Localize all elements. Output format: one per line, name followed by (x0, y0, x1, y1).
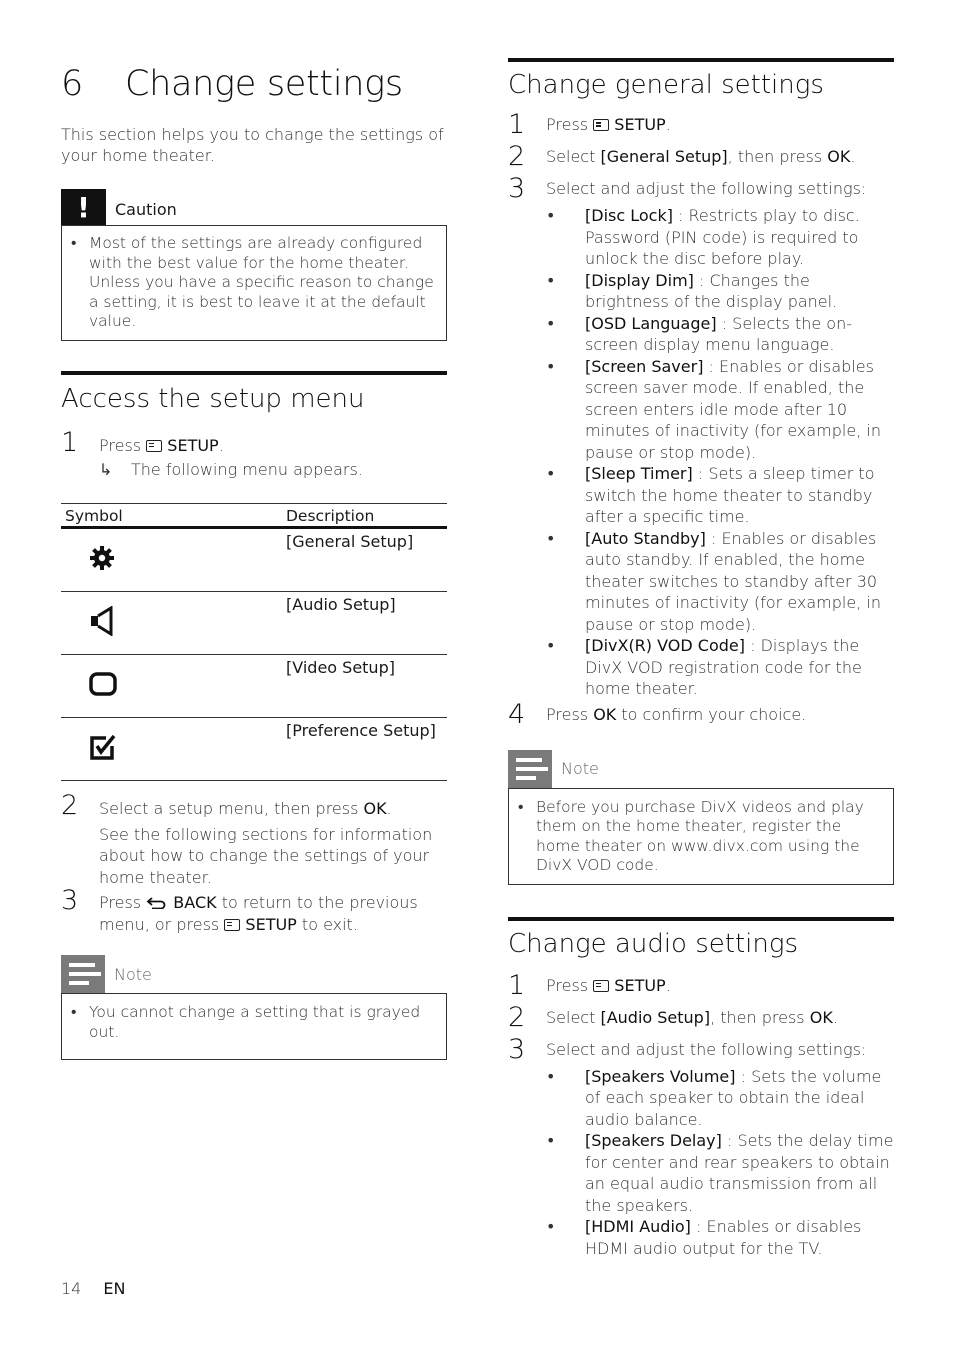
ok-keyword: OK (827, 147, 851, 166)
intro-text: This section helps you to change the settings of your home theater. (61, 125, 444, 165)
setting-description: : Displays the DivX VOD registration code for the home theater. (585, 636, 862, 698)
setting-description: : Enables or disables HDMI audio output for the TV. (585, 1217, 862, 1258)
back-keyword: BACK (173, 893, 217, 912)
audio-settings-list (508, 1066, 894, 1260)
exclamation-icon: ! (61, 189, 106, 225)
setting-name: [Speakers Volume] (585, 1066, 736, 1086)
step-text: Select [General Setup], then press OK. (546, 147, 856, 166)
step-number: 3 (508, 173, 526, 204)
step-number: 3 (61, 885, 79, 916)
table-header-row (61, 504, 447, 528)
note-label: Note (114, 964, 152, 984)
list-item: • [Display Dim] : Changes the brightness of the display panel. (546, 270, 838, 311)
setting-name: [Disc Lock] (585, 206, 673, 225)
setting-description: : Selects the on-screen display menu language. (585, 313, 852, 354)
setup-key-icon (593, 980, 609, 992)
caution-item-text: Most of the settings are already configured with the best value for the home theater. Unless you have a specific reason to change a setting, it is best to leave it at the default value. (89, 234, 434, 330)
caution-item: • Most of the settings are already configured with the best value for the home theater. Unless you have a specific reason to change a setting, it is best to leave it at the default value. (71, 234, 438, 332)
speaker-icon (89, 606, 115, 636)
general-settings-list (508, 205, 894, 700)
setup-keyword: SETUP (167, 435, 219, 455)
step-text: Press SETUP. (99, 435, 224, 455)
option-keyword: [General Setup] (600, 147, 728, 166)
general-step-1 (508, 109, 894, 140)
setting-description: : Enables or disables auto standby. If enabled, the home theater switches to standby after 30 minutes of inactivity (for example, in pause or stop mode). (585, 528, 881, 634)
step-text: Select [Audio Setup], then press OK. (546, 1007, 838, 1027)
step-number: 2 (61, 790, 79, 821)
note-body (61, 993, 447, 1060)
step-extra-text: See the following sections for information about how to change the settings of your home theater. (99, 824, 433, 887)
setting-name: [Sleep Timer] (585, 464, 693, 483)
column-header-description: Description (282, 504, 447, 528)
gear-icon (89, 545, 115, 571)
table-cell-description: [Video Setup] (282, 655, 447, 718)
audio-step-1 (508, 969, 894, 1001)
setup-keyword: SETUP (614, 975, 666, 995)
table-cell-description: [General Setup] (282, 528, 447, 592)
language-code: EN (103, 1279, 126, 1298)
list-item: • [HDMI Audio] : Enables or disables HDMI audio output for the TV. (546, 1217, 862, 1258)
list-item: • [OSD Language] : Selects the on-screen display menu language. (546, 313, 852, 354)
general-step-2 (508, 141, 894, 172)
list-item: • [Auto Standby] : Enables or disables auto standby. If enabled, the home theater switches to standby after 30 minutes of inactivity (for example, in pause or stop mode). (546, 528, 881, 634)
setup-menu-table (61, 503, 447, 781)
chapter-title-text: Change settings (125, 64, 403, 104)
note-header (508, 750, 894, 788)
section-rule (508, 58, 894, 62)
step-result (99, 460, 447, 479)
step-number: 4 (508, 698, 526, 730)
list-item: • [Sleep Timer] : Sets a sleep timer to switch the home theater to standby after a specific time. (546, 464, 875, 526)
setup-key-icon (224, 919, 240, 931)
page-footer (61, 1279, 125, 1298)
list-item: • [Screen Saver] : Enables or disables screen saver mode. If enabled, the screen enters idle mode after 10 minutes of inactivity (for example, in pause or stop mode). (546, 356, 881, 462)
setup-keyword: SETUP (614, 115, 666, 134)
chapter-title (61, 64, 447, 104)
step-text: Press OK to confirm your choice. (546, 704, 807, 724)
column-header-symbol: Symbol (61, 504, 282, 528)
note-box (61, 955, 447, 1060)
step-text: Press SETUP. (546, 115, 671, 134)
step-number: 1 (508, 109, 526, 140)
section-rule (508, 917, 894, 921)
note-item: • Before you purchase DivX videos and play them on the home theater, register the home theater on www.divx.com using the DivX VOD code. (518, 798, 885, 876)
list-item: • [DivX(R) VOD Code] : Displays the DivX VOD registration code for the home theater. (546, 636, 862, 698)
setting-name: [Screen Saver] (585, 356, 704, 376)
step-number: 1 (61, 426, 79, 458)
setting-name: [HDMI Audio] (585, 1217, 691, 1236)
note-item-text: You cannot change a setting that is grayed out. (89, 1003, 421, 1041)
section-rule (61, 371, 447, 375)
right-column (508, 58, 894, 1259)
audio-settings-title: Change audio settings (508, 928, 798, 959)
table-row (61, 528, 447, 592)
step-number: 2 (508, 1001, 526, 1033)
setup-keyword: SETUP (245, 914, 297, 934)
setup-key-icon (593, 119, 609, 131)
setting-description: : Restricts play to disc. Password (PIN code) is required to unlock the disc before play. (585, 206, 860, 268)
table-cell-description: [Audio Setup] (282, 592, 447, 655)
general-step-4 (508, 698, 894, 730)
table-row (61, 592, 447, 655)
ok-keyword: OK (363, 799, 387, 818)
note-icon (61, 955, 105, 993)
setting-description: : Sets the volume of each speaker to obtain the ideal audio balance. (585, 1066, 882, 1129)
general-settings-title: Change general settings (508, 70, 824, 100)
page-number: 14 (61, 1279, 82, 1298)
checkbox-icon (89, 733, 117, 761)
ok-keyword: OK (809, 1007, 833, 1027)
setup-key-icon (146, 440, 162, 452)
setting-description: : Changes the brightness of the display panel. (585, 270, 838, 311)
step-number: 3 (508, 1033, 526, 1065)
access-step-3 (61, 885, 447, 935)
step-number: 1 (508, 969, 526, 1001)
setting-name: [Display Dim] (585, 270, 694, 290)
table-row (61, 718, 447, 781)
step-text: Press BACK to return to the previous menu, or press SETUP to exit. (99, 893, 418, 934)
table-cell-description: [Preference Setup] (282, 718, 447, 781)
access-step-1 (61, 426, 447, 458)
setting-name: [DivX(R) VOD Code] (585, 636, 745, 655)
note-icon (508, 750, 552, 788)
access-setup-title: Access the setup menu (61, 383, 365, 414)
video-screen-icon (89, 672, 117, 696)
note-item: • You cannot change a setting that is grayed out. (71, 1003, 438, 1042)
chapter-number: 6 (61, 64, 83, 104)
setting-name: [OSD Language] (585, 313, 717, 333)
back-icon (146, 896, 168, 909)
caution-label: Caution (115, 200, 177, 219)
step-text: Press SETUP. (546, 975, 671, 995)
note-item-text: Before you purchase DivX videos and play them on the home theater, register the home theater on www.divx.com using the DivX VOD code. (536, 797, 864, 874)
list-item: • [Speakers Delay] : Sets the delay time for center and rear speakers to obtain an equal audio transmission from all the speakers. (546, 1131, 894, 1215)
access-step-2 (61, 790, 447, 888)
setting-name: [Auto Standby] (585, 528, 706, 548)
note-header (61, 955, 447, 993)
audio-step-3 (508, 1033, 894, 1065)
setting-description: : Sets a sleep timer to switch the home theater to standby after a specific time. (585, 464, 875, 526)
caution-header (61, 189, 447, 225)
setting-description: : Enables or disables screen saver mode. If enabled, the screen enters idle mode after 10 minutes of inactivity (for example, in pause or stop mode). (585, 356, 881, 462)
audio-step-2 (508, 1001, 894, 1033)
step-text: Select and adjust the following settings: (546, 1039, 867, 1059)
note-body (508, 788, 894, 885)
note-box (508, 750, 894, 885)
general-step-3 (508, 173, 894, 204)
step-text: Select a setup menu, then press OK. See the following sections for information about how to change the settings of your home theater. (99, 798, 447, 888)
result-arrow-icon: ↳ (99, 460, 113, 479)
list-item: • [Disc Lock] : Restricts play to disc. Password (PIN code) is required to unlock the disc before play. (546, 206, 860, 268)
step-text: Select and adjust the following settings: (546, 179, 867, 198)
option-keyword: [Audio Setup] (600, 1007, 711, 1027)
left-column (61, 64, 447, 1060)
list-item: • [Speakers Volume] : Sets the volume of each speaker to obtain the ideal audio balance. (546, 1066, 882, 1129)
table-row (61, 655, 447, 718)
caution-box (61, 189, 447, 341)
setting-description: : Sets the delay time for center and rear speakers to obtain an equal audio transmission from all the speakers. (585, 1131, 894, 1215)
step-result-text: The following menu appears. (131, 460, 363, 479)
step-number: 2 (508, 141, 526, 172)
note-label: Note (561, 759, 599, 778)
ok-keyword: OK (593, 704, 617, 724)
caution-body (61, 225, 447, 341)
setting-name: [Speakers Delay] (585, 1131, 722, 1150)
